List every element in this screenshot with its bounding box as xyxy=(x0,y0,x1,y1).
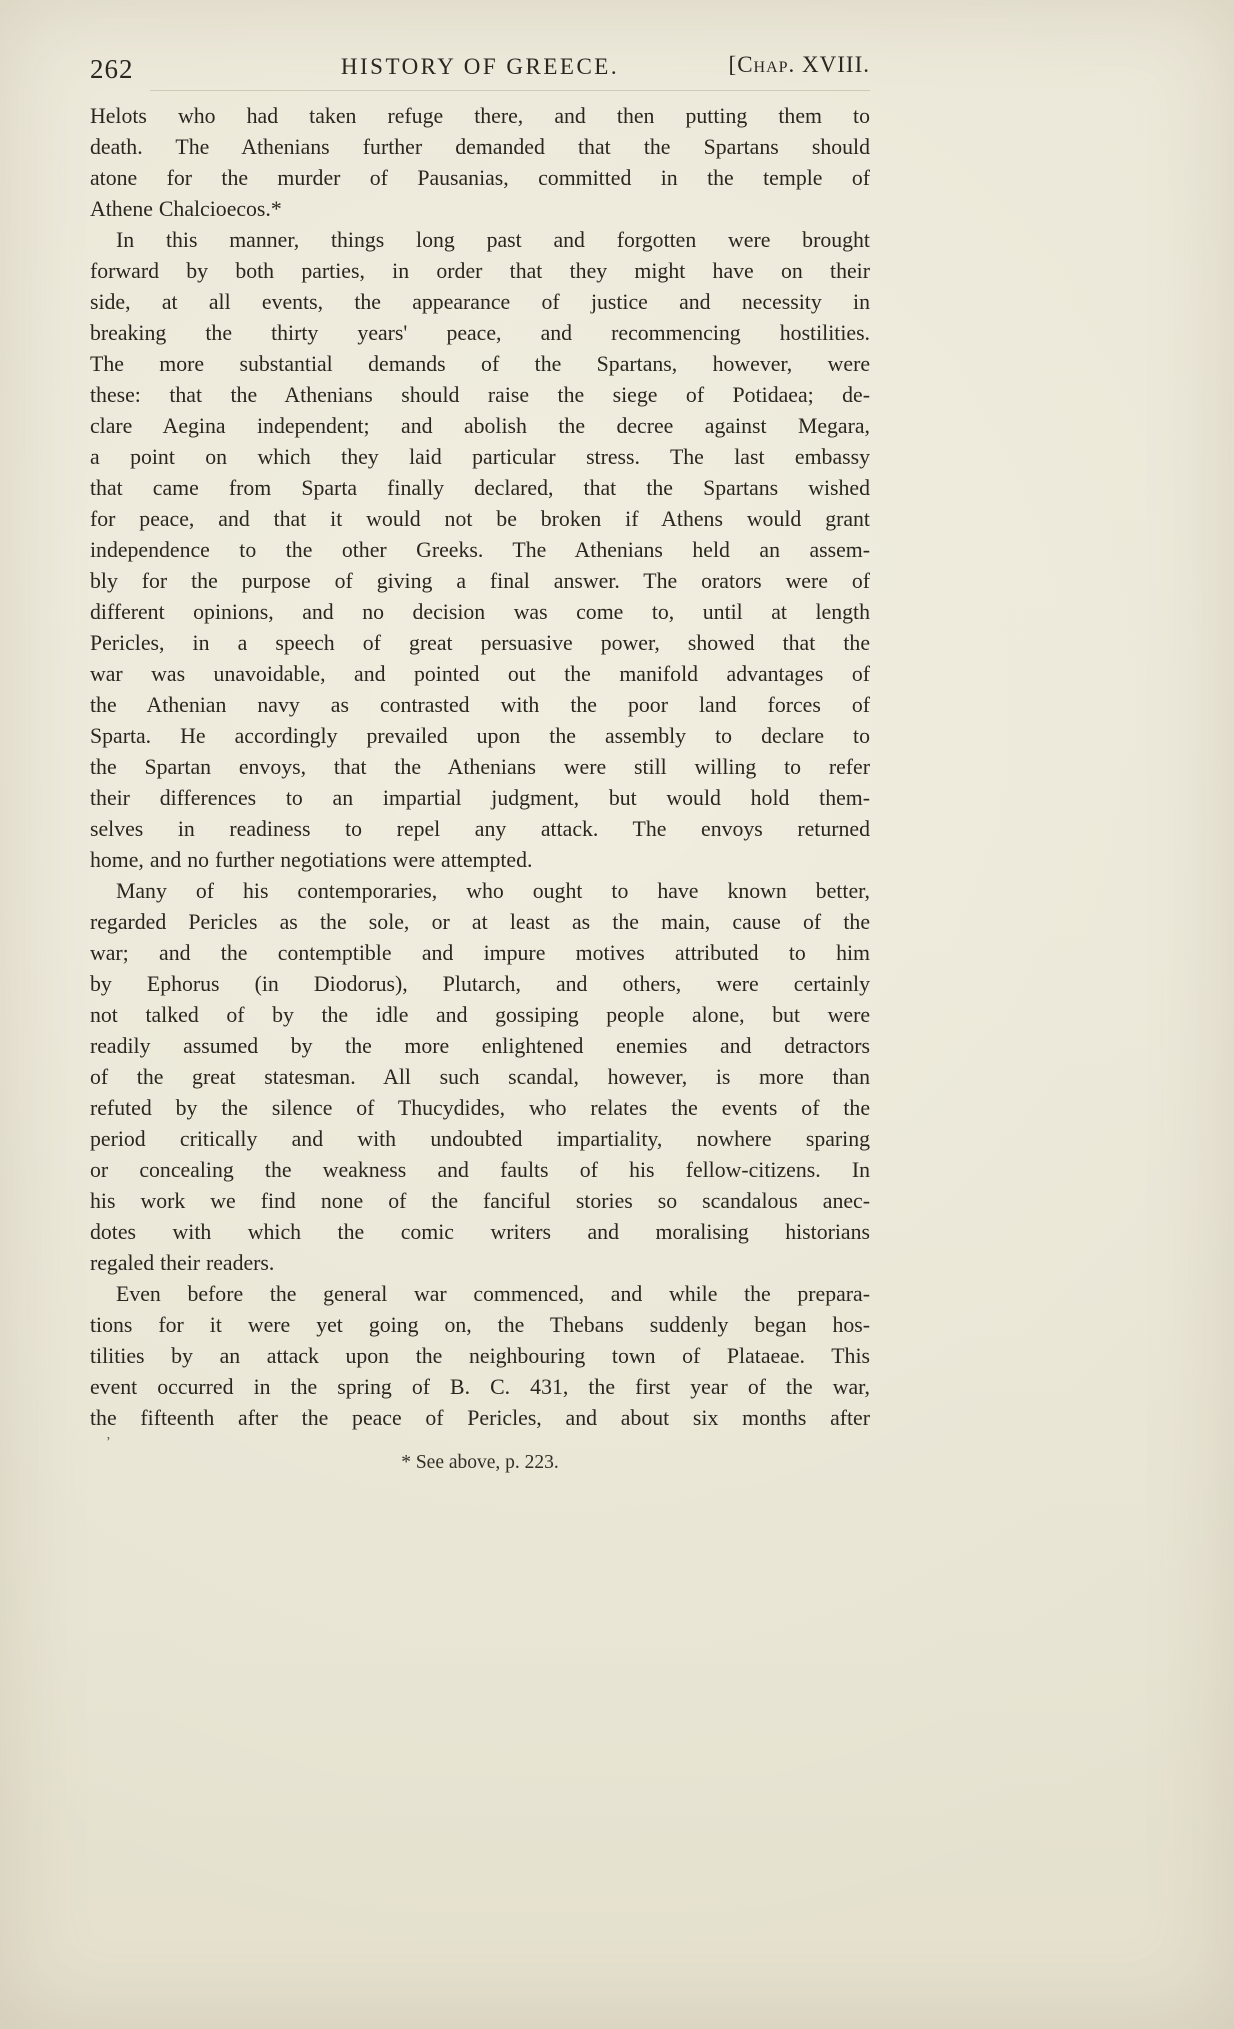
text-line: the fifteenth after the peace of Pericles, and about six months after xyxy=(90,1406,870,1430)
text-line: war; and the contemptible and impure motives attributed to him xyxy=(90,941,870,965)
running-head xyxy=(90,50,870,84)
text-line: regarded Pericles as the sole, or at least as the main, cause of the xyxy=(90,910,870,934)
text-line: that came from Sparta finally declared, that the Spartans wished xyxy=(90,476,870,500)
text-line: or concealing the weakness and faults of his fellow-citizens. In xyxy=(90,1158,870,1182)
text-line: forward by both parties, in order that they might have on their xyxy=(90,259,870,283)
header-title: HISTORY OF GREECE. xyxy=(340,54,620,79)
paragraph xyxy=(90,876,870,1279)
text-line: side, at all events, the appearance of justice and necessity in xyxy=(90,290,870,314)
text-line: his work we find none of the fanciful stories so scandalous anec- xyxy=(90,1189,870,1213)
text-line: by Ephorus (in Diodorus), Plutarch, and others, were certainly xyxy=(90,972,870,996)
text-line: independence to the other Greeks. The Athenians held an assem- xyxy=(90,538,870,562)
text-line: Even before the general war commenced, and while the prepara- xyxy=(116,1282,870,1306)
text-line: Athene Chalcioecos.* xyxy=(90,197,282,221)
text-line: the Spartan envoys, that the Athenians were still willing to refer xyxy=(90,755,870,779)
text-line: Many of his contemporaries, who ought to have known better, xyxy=(116,879,870,903)
text-line: Sparta. He accordingly prevailed upon the assembly to declare to xyxy=(90,724,870,748)
text-line: dotes with which the comic writers and moralising historians xyxy=(90,1220,870,1244)
paragraph xyxy=(90,1279,870,1434)
text-line: Helots who had taken refuge there, and then putting them to xyxy=(90,104,870,128)
text-line: home, and no further negotiations were attempted. xyxy=(90,848,533,872)
text-line: tilities by an attack upon the neighbouring town of Plataeae. This xyxy=(90,1344,870,1368)
text-line: clare Aegina independent; and abolish the decree against Megara, xyxy=(90,414,870,438)
header-chapter: [Chap. XVIII. xyxy=(728,52,870,77)
text-line: regaled their readers. xyxy=(90,1251,275,1275)
text-line: event occurred in the spring of B. C. 431, the first year of the war, xyxy=(90,1375,870,1399)
text-line: In this manner, things long past and forgotten were brought xyxy=(116,228,870,252)
text-line: refuted by the silence of Thucydides, who relates the events of the xyxy=(90,1096,870,1120)
paragraph xyxy=(90,101,870,225)
header-rule xyxy=(150,90,870,91)
text-line: not talked of by the idle and gossiping people alone, but were xyxy=(90,1003,870,1027)
text-line: of the great statesman. All such scandal, however, is more than xyxy=(90,1065,870,1089)
text-line: bly for the purpose of giving a final answer. The orators were of xyxy=(90,569,870,593)
text-line: these: that the Athenians should raise the siege of Potidaea; de- xyxy=(90,383,870,407)
stray-ink-mark: ’ xyxy=(106,1435,111,1450)
footnote: * See above, p. 223. xyxy=(401,1452,559,1473)
text-line: period critically and with undoubted impartiality, nowhere sparing xyxy=(90,1127,870,1151)
page-number: 262 xyxy=(90,54,134,84)
paragraph xyxy=(90,225,870,876)
text-line: for peace, and that it would not be broken if Athens would grant xyxy=(90,507,870,531)
text-line: selves in readiness to repel any attack. The envoys returned xyxy=(90,817,870,841)
text-line: readily assumed by the more enlightened enemies and detractors xyxy=(90,1034,870,1058)
text-block xyxy=(90,101,870,1434)
text-line: death. The Athenians further demanded that the Spartans should xyxy=(90,135,870,159)
text-line: different opinions, and no decision was come to, until at length xyxy=(90,600,870,624)
text-line: a point on which they laid particular stress. The last embassy xyxy=(90,445,870,469)
text-line: the Athenian navy as contrasted with the poor land forces of xyxy=(90,693,870,717)
text-line: The more substantial demands of the Spartans, however, were xyxy=(90,352,870,376)
text-line: atone for the murder of Pausanias, committed in the temple of xyxy=(90,166,870,190)
text-line: their differences to an impartial judgment, but would hold them- xyxy=(90,786,870,810)
text-line: Pericles, in a speech of great persuasive power, showed that the xyxy=(90,631,870,655)
text-line: war was unavoidable, and pointed out the manifold advantages of xyxy=(90,662,870,686)
text-line: breaking the thirty years' peace, and recommencing hostilities. xyxy=(90,321,870,345)
text-line: tions for it were yet going on, the Thebans suddenly began hos- xyxy=(90,1313,870,1337)
